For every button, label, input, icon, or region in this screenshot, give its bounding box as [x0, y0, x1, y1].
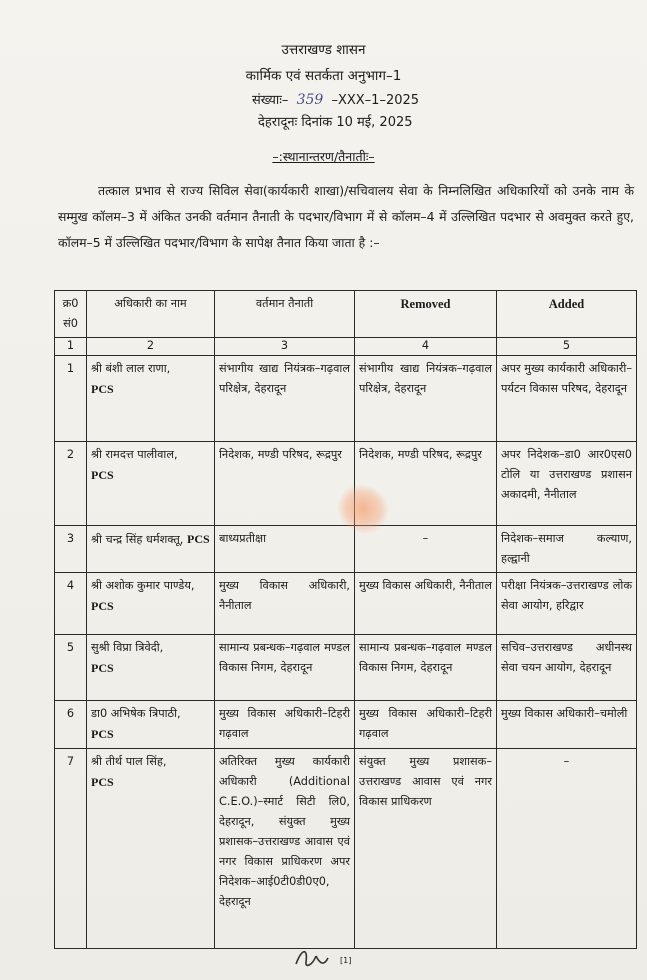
department-title: कार्मिक एवं सतर्कता अनुभाग–1	[245, 68, 402, 84]
column-number: 2	[87, 338, 215, 356]
table-row	[55, 749, 637, 949]
column-header-current: वर्तमान तैनाती	[215, 291, 355, 338]
reference-number	[252, 90, 419, 108]
column-header-removed: Removed	[355, 291, 497, 338]
reference-prefix: संख्याः–	[252, 93, 289, 108]
page-number: [1]	[340, 956, 352, 965]
government-title: उत्तराखण्ड शासन	[281, 42, 366, 58]
added-posting: –	[497, 749, 637, 949]
officer-name: श्री बंशी लाल राणा,	[91, 362, 171, 375]
officer-name: श्री रामदत्त पालीवाल,	[91, 448, 178, 461]
officer-name-cell	[87, 356, 215, 442]
officer-name: श्री चन्द्र सिंह धर्मशक्तू,	[91, 533, 184, 546]
removed-posting: –	[355, 526, 497, 573]
officer-service: PCS	[91, 599, 114, 613]
column-header-added: Added	[497, 291, 637, 338]
removed-posting: सामान्य प्रबन्धक–गढ़वाल मण्डल विकास निगम, देहरादून	[355, 635, 497, 701]
removed-posting: संभागीय खाद्य नियंत्रक–गढ़वाल परिक्षेत्र, देहरादून	[355, 356, 497, 442]
added-posting: सचिव–उत्तराखण्ड अधीनस्थ सेवा चयन आयोग, देहरादून	[497, 635, 637, 701]
officer-name: श्री अशोक कुमार पाण्डेय,	[91, 579, 195, 592]
table-row	[55, 701, 637, 749]
removed-posting: निदेशक, मण्डी परिषद, रूद्रपुर	[355, 442, 497, 526]
added-posting: परीक्षा नियंत्रक–उत्तराखण्ड लोक सेवा आयोग, हरिद्वार	[497, 573, 637, 635]
current-posting: अतिरिक्त मुख्य कार्यकारी अधिकारी (Additional C.E.O.)–स्मार्ट सिटी लि0, देहरादून, संयुक्त मुख्य प्रशासक–उत्तराखण्ड आवास एवं नगर विकास प्राधिकरण अपर निदेशक–आई0टी0डी0ए0, देहरादून	[215, 749, 355, 949]
current-posting: मुख्य विकास अधिकारी, नैनीताल	[215, 573, 355, 635]
removed-posting: संयुक्त मुख्य प्रशासक–उत्तराखण्ड आवास एवं नगर विकास प्राधिकरण	[355, 749, 497, 949]
officer-service: PCS	[91, 727, 114, 741]
officer-service: PCS	[91, 468, 114, 482]
row-sno: 1	[55, 356, 87, 442]
reference-suffix: –XXX–1–2025	[331, 93, 420, 108]
officer-name-cell	[87, 635, 215, 701]
current-posting: मुख्य विकास अधिकारी–टिहरी गढ़वाल	[215, 701, 355, 749]
officer-name-cell	[87, 573, 215, 635]
column-header-name: अधिकारी का नाम	[87, 291, 215, 338]
column-number: 5	[497, 338, 637, 356]
row-sno: 5	[55, 635, 87, 701]
officer-name-cell	[87, 701, 215, 749]
initials-signature	[292, 944, 332, 978]
officer-name: सुश्री विप्रा त्रिवेदी,	[91, 641, 164, 654]
officer-name: श्री तीर्थ पाल सिंह,	[91, 755, 167, 768]
column-number: 3	[215, 338, 355, 356]
row-sno: 4	[55, 573, 87, 635]
current-posting: संभागीय खाद्य नियंत्रक–गढ़वाल परिक्षेत्र, देहरादून	[215, 356, 355, 442]
current-posting: सामान्य प्रबन्धक–गढ़वाल मण्डल विकास निगम, देहरादून	[215, 635, 355, 701]
removed-posting: मुख्य विकास अधिकारी, नैनीताल	[355, 573, 497, 635]
officer-service: PCS	[187, 532, 210, 546]
table-header-row	[55, 291, 637, 338]
date-line: देहरादूनः दिनांक 10 मई, 2025	[258, 115, 413, 130]
row-sno: 2	[55, 442, 87, 526]
row-sno: 7	[55, 749, 87, 949]
current-posting: निदेशक, मण्डी परिषद, रूद्रपुर	[215, 442, 355, 526]
officer-name-cell	[87, 442, 215, 526]
order-paragraph: तत्काल प्रभाव से राज्य सिविल सेवा(कार्यकारी शाखा)/सचिवालय सेवा के निम्नलिखित अधिकारियों को उनके नाम के सम्मुख कॉलम–3 में अंकित उनकी वर्तमान तैनाती के पदभार/विभाग में से कॉलम–4 में उल्लिखित पदभार से अवमुक्त करते हुए, कॉलम–5 में उल्लिखित पदभार/विभाग के सापेक्ष तैनात किया जाता है :–	[58, 183, 634, 250]
column-number-row	[55, 338, 637, 356]
table-row	[55, 356, 637, 442]
officer-service: PCS	[91, 661, 114, 675]
transfer-table	[54, 290, 637, 949]
officer-name-cell	[87, 749, 215, 949]
row-sno: 6	[55, 701, 87, 749]
table-row	[55, 526, 637, 573]
column-number: 4	[355, 338, 497, 356]
officer-name-cell	[87, 526, 215, 573]
column-number: 1	[55, 338, 87, 356]
subject-heading: –:स्थानान्तरण/तैनातीः–	[272, 149, 375, 164]
officer-name: डा0 अभिषेक त्रिपाठी,	[91, 707, 181, 720]
removed-posting: मुख्य विकास अधिकारी–टिहरी गढ़वाल	[355, 701, 497, 749]
added-posting: अपर मुख्य कार्यकारी अधिकारी–पर्यटन विकास परिषद, देहरादून	[497, 356, 637, 442]
added-posting: अपर निदेशक–डा0 आर0एस0 टोलि या उत्तराखण्ड प्रशासन अकादमी, नैनीताल	[497, 442, 637, 526]
column-header-sno: क्र0 सं0	[55, 291, 87, 338]
table-row	[55, 635, 637, 701]
added-posting: निदेशक–समाज कल्याण, हल्द्वानी	[497, 526, 637, 573]
added-posting: मुख्य विकास अधिकारी–चमोली	[497, 701, 637, 749]
table-row	[55, 573, 637, 635]
reference-handwritten-number: 359	[296, 92, 324, 108]
row-sno: 3	[55, 526, 87, 573]
current-posting: बाध्यप्रतीक्षा	[215, 526, 355, 573]
officer-service: PCS	[91, 382, 114, 396]
officer-service: PCS	[91, 775, 114, 789]
